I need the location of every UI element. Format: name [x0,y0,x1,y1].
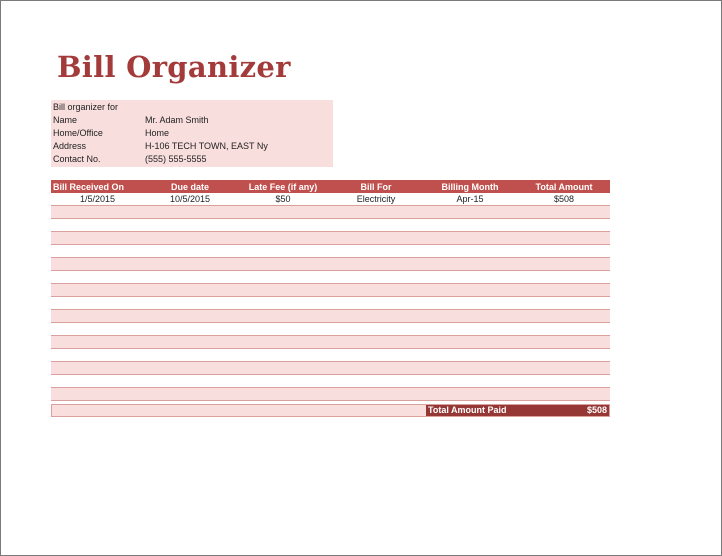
table-cell[interactable] [51,297,144,310]
table-cell[interactable] [518,219,610,232]
table-cell[interactable] [330,297,422,310]
table-row [51,271,610,284]
table-cell[interactable] [422,284,518,297]
header-late-fee[interactable]: Late Fee (if any) [236,180,330,193]
bill-organizer-info [51,100,333,167]
cell-bill-for[interactable]: Electricity [330,193,422,206]
table-cell[interactable] [51,271,144,284]
table-cell[interactable] [144,258,236,271]
table-row [51,193,610,206]
total-row [51,404,610,417]
table-cell[interactable] [144,310,236,323]
table-cell[interactable] [422,310,518,323]
info-label-address: Address [53,141,87,151]
table-cell[interactable] [144,232,236,245]
table-cell[interactable] [330,245,422,258]
table-cell[interactable] [422,336,518,349]
table-cell[interactable] [51,323,144,336]
header-due-date[interactable]: Due date [144,180,236,193]
table-cell[interactable] [330,362,422,375]
table-cell[interactable] [51,284,144,297]
table-cell[interactable] [51,388,144,401]
table-cell[interactable] [518,271,610,284]
header-billing-month[interactable]: Billing Month [422,180,518,193]
table-cell[interactable] [422,375,518,388]
total-amount-paid-value[interactable]: $508 [542,405,609,416]
table-cell[interactable] [51,258,144,271]
table-cell[interactable] [330,310,422,323]
cell-billing-month[interactable]: Apr-15 [422,193,518,206]
table-cell[interactable] [330,349,422,362]
table-cell[interactable] [51,336,144,349]
table-cell[interactable] [330,258,422,271]
table-row [51,284,610,297]
table-cell[interactable] [518,297,610,310]
header-total-amount[interactable]: Total Amount [518,180,610,193]
table-cell[interactable] [518,336,610,349]
table-row [51,245,610,258]
info-value-home-office: Home [145,128,170,138]
table-row [51,362,610,375]
table-cell[interactable] [236,206,330,219]
table-cell[interactable] [236,310,330,323]
table-cell[interactable] [144,336,236,349]
table-cell[interactable] [518,349,610,362]
table-row [51,310,610,323]
table-cell[interactable] [51,219,144,232]
table-cell[interactable] [236,349,330,362]
table-cell[interactable] [51,232,144,245]
cell-late-fee[interactable]: $50 [236,193,330,206]
table-cell[interactable] [51,310,144,323]
total-amount-paid-label: Total Amount Paid [426,405,544,416]
info-header: Bill organizer for [53,102,119,112]
page-title: Bill Organizer [57,50,291,84]
table-row [51,336,610,349]
info-value-address: H-106 TECH TOWN, EAST Ny [145,141,268,151]
cell-total-amount[interactable]: $508 [518,193,610,206]
cell-bill-received-on[interactable]: 1/5/2015 [51,193,144,206]
table-cell[interactable] [144,284,236,297]
table-cell[interactable] [144,271,236,284]
table-cell[interactable] [518,232,610,245]
table-cell[interactable] [422,323,518,336]
table-cell[interactable] [51,362,144,375]
table-cell[interactable] [144,349,236,362]
table-cell[interactable] [236,297,330,310]
table-cell[interactable] [144,375,236,388]
table-cell[interactable] [422,271,518,284]
table-cell[interactable] [330,336,422,349]
table-cell[interactable] [236,375,330,388]
table-cell[interactable] [144,206,236,219]
table-row [51,297,610,310]
table-cell[interactable] [330,284,422,297]
table-cell[interactable] [518,362,610,375]
table-cell[interactable] [422,206,518,219]
table-cell[interactable] [422,245,518,258]
table-cell[interactable] [144,362,236,375]
table-cell[interactable] [422,232,518,245]
table-cell[interactable] [144,219,236,232]
table-cell[interactable] [144,245,236,258]
table-cell[interactable] [330,232,422,245]
table-cell[interactable] [422,349,518,362]
table-row [51,206,610,219]
table-cell[interactable] [422,258,518,271]
table-cell[interactable] [236,245,330,258]
table-cell[interactable] [330,323,422,336]
table-cell[interactable] [518,206,610,219]
table-cell[interactable] [518,310,610,323]
bill-table [51,180,610,414]
table-cell[interactable] [236,219,330,232]
table-cell[interactable] [330,388,422,401]
table-row [51,219,610,232]
table-cell[interactable] [330,271,422,284]
table-cell[interactable] [518,284,610,297]
info-value-contact: (555) 555-5555 [145,154,207,164]
table-header-row [51,180,610,193]
table-cell[interactable] [236,258,330,271]
table-cell[interactable] [236,323,330,336]
table-row [51,388,610,401]
table-cell[interactable] [518,258,610,271]
table-cell[interactable] [51,375,144,388]
header-bill-for[interactable]: Bill For [330,180,422,193]
table-row [51,232,610,245]
table-cell[interactable] [422,388,518,401]
table-cell[interactable] [330,219,422,232]
table-cell[interactable] [144,323,236,336]
table-cell[interactable] [144,388,236,401]
table-cell[interactable] [422,362,518,375]
table-row [51,323,610,336]
table-cell[interactable] [422,297,518,310]
table-cell[interactable] [330,375,422,388]
header-bill-received-on[interactable]: Bill Received On [51,180,144,193]
info-label-name: Name [53,115,78,125]
table-cell[interactable] [236,336,330,349]
table-cell[interactable] [51,206,144,219]
table-cell[interactable] [518,375,610,388]
table-cell[interactable] [51,245,144,258]
table-cell[interactable] [518,245,610,258]
table-cell[interactable] [236,271,330,284]
table-cell[interactable] [236,388,330,401]
table-cell[interactable] [518,388,610,401]
info-label-contact: Contact No. [53,154,101,164]
table-cell[interactable] [518,323,610,336]
table-cell[interactable] [236,362,330,375]
table-row [51,258,610,271]
table-row [51,349,610,362]
table-cell[interactable] [422,219,518,232]
cell-due-date[interactable]: 10/5/2015 [144,193,236,206]
info-value-name: Mr. Adam Smith [145,115,209,125]
table-cell[interactable] [51,349,144,362]
info-label-home-office: Home/Office [53,128,103,138]
table-row [51,375,610,388]
table-cell[interactable] [236,232,330,245]
table-cell[interactable] [144,297,236,310]
table-cell[interactable] [330,206,422,219]
table-cell[interactable] [236,284,330,297]
